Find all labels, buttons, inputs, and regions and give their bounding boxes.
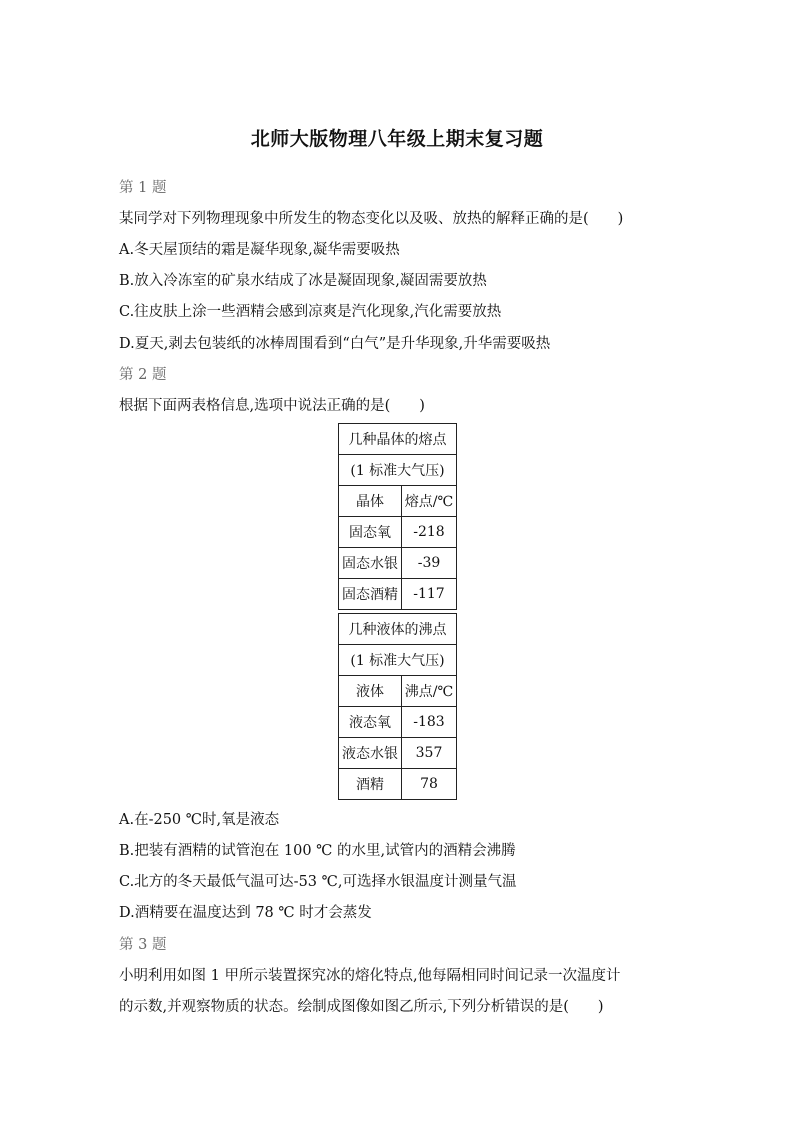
- question-2-option-b: B.把装有酒精的试管泡在 100 ℃ 的水里,试管内的酒精会沸腾: [119, 843, 516, 859]
- question-3-heading: 第 3 题: [119, 937, 167, 953]
- table-cell: 固态酒精: [339, 579, 402, 610]
- question-2-option-d: D.酒精要在温度达到 78 ℃ 时才会蒸发: [119, 905, 372, 921]
- table-row: [339, 738, 457, 769]
- table-cell: 液态氧: [339, 707, 402, 738]
- table-cell: -117: [402, 579, 457, 610]
- question-1-option-a: A.冬天屋顶结的霜是凝华现象,凝华需要吸热: [119, 242, 400, 258]
- column-header: 液体: [339, 676, 402, 707]
- table-row: [339, 707, 457, 738]
- melting-point-table: [338, 423, 457, 610]
- table-row: [339, 579, 457, 610]
- table-row: [339, 548, 457, 579]
- boiling-point-table: [338, 613, 457, 800]
- question-2-option-a: A.在-250 ℃时,氧是液态: [119, 812, 280, 828]
- table-title: 几种晶体的熔点: [339, 424, 457, 455]
- table-cell: 357: [402, 738, 457, 769]
- question-2-heading: 第 2 题: [119, 367, 167, 383]
- column-header: 沸点/℃: [402, 676, 457, 707]
- table-cell: -218: [402, 517, 457, 548]
- page-title: 北师大版物理八年级上期末复习题: [250, 128, 544, 150]
- table-row: [339, 517, 457, 548]
- table-cell: -183: [402, 707, 457, 738]
- question-2-stem: 根据下面两表格信息,选项中说法正确的是( ): [119, 398, 425, 414]
- table-cell: 固态水银: [339, 548, 402, 579]
- table-subtitle: (1 标准大气压): [339, 455, 457, 486]
- table-cell: 固态氧: [339, 517, 402, 548]
- question-1-option-d: D.夏天,剥去包装纸的冰棒周围看到“白气”是升华现象,升华需要吸热: [119, 336, 551, 352]
- table-header-row: [339, 486, 457, 517]
- table-title: 几种液体的沸点: [339, 614, 457, 645]
- table-cell: 酒精: [339, 769, 402, 800]
- question-1-stem: 某同学对下列物理现象中所发生的物态变化以及吸、放热的解释正确的是( ): [119, 211, 624, 227]
- column-header: 熔点/℃: [402, 486, 457, 517]
- table-row: [339, 769, 457, 800]
- table-cell: 液态水银: [339, 738, 402, 769]
- question-1-option-c: C.往皮肤上涂一些酒精会感到凉爽是汽化现象,汽化需要放热: [119, 304, 502, 320]
- question-3-stem-line-1: 小明利用如图 1 甲所示装置探究冰的熔化特点,他每隔相同时间记录一次温度计: [119, 968, 621, 984]
- table-subtitle: (1 标准大气压): [339, 645, 457, 676]
- column-header: 晶体: [339, 486, 402, 517]
- question-2-option-c: C.北方的冬天最低气温可达-53 ℃,可选择水银温度计测量气温: [119, 874, 517, 890]
- table-cell: 78: [402, 769, 457, 800]
- question-1-option-b: B.放入冷冻室的矿泉水结成了冰是凝固现象,凝固需要放热: [119, 273, 487, 289]
- question-3-stem-line-2: 的示数,并观察物质的状态。绘制成图像如图乙所示,下列分析错误的是( ): [119, 999, 604, 1015]
- table-cell: -39: [402, 548, 457, 579]
- table-header-row: [339, 676, 457, 707]
- question-1-heading: 第 1 题: [119, 180, 167, 196]
